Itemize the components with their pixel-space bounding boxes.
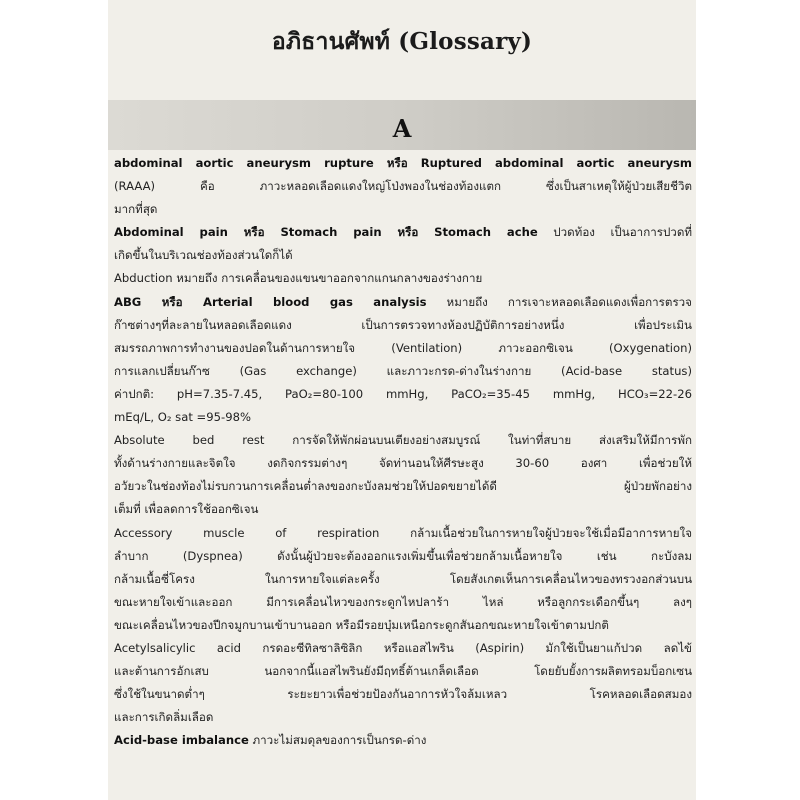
glossary-line (114, 637, 692, 660)
glossary-definition: มากที่สุด (114, 202, 158, 217)
glossary-definition: Absolute bed rest การจัดให้พักผ่อนบนเตียงอย่างสมบูรณ์ ในท่าที่สบาย ส่งเสริมให้มีการพัก (114, 433, 692, 448)
glossary-line (114, 198, 692, 221)
glossary-line (114, 360, 692, 383)
glossary-definition: ทั้งด้านร่างกายและจิตใจ งดกิจกรรมต่างๆ จัดท่านอนให้ศีรษะสูง 30-60 องศา เพื่อช่วยให้ (114, 456, 692, 471)
glossary-line (114, 614, 692, 637)
glossary-definition: ขณะเคลื่อนไหวของปีกจมูกบานเข้าบานออก หรือมีรอยบุ๋มเหนือกระดูกสันอกขณะหายใจเข้าตามปกติ (114, 617, 609, 632)
glossary-line (114, 291, 692, 314)
glossary-term: Acid-base imbalance (114, 733, 249, 748)
glossary-definition: และต้านการอักเสบ นอกจากนี้แอสไพรินยังมีฤทธิ์ต้านเกล็ดเลือด โดยยับยั้งการผลิตทรอมบ็อกเซน (114, 664, 692, 679)
glossary-line (114, 522, 692, 545)
glossary-definition: Abduction หมายถึง การเคลื่อนของแขนขาออกจากแกนกลางของร่างกาย (114, 271, 483, 286)
book-page (108, 0, 696, 800)
glossary-definition: และการเกิดลิ่มเลือด (114, 710, 214, 725)
glossary-definition: สมรรถภาพการทำงานของปอดในด้านการหายใจ (Ventilation) ภาวะออกซิเจน (Oxygenation) (114, 340, 692, 355)
glossary-line (114, 383, 692, 406)
glossary-line (114, 152, 692, 175)
glossary-definition: ภาวะไม่สมดุลของการเป็นกรด-ด่าง (248, 733, 427, 748)
glossary-definition: การแลกเปลี่ยนก๊าซ (Gas exchange) และภาวะกรด-ด่างในร่างกาย (Acid-base status) (114, 363, 692, 378)
glossary-term: Abdominal pain หรือ Stomach pain หรือ Stomach ache (114, 225, 538, 240)
glossary-definition: เต็มที่ เพื่อลดการใช้ออกซิเจน (114, 502, 259, 517)
glossary-line (114, 729, 692, 752)
glossary-line (114, 337, 692, 360)
glossary-definition: หมายถึง การเจาะหลอดเลือดแดงเพื่อการตรวจ (426, 294, 692, 309)
glossary-definition: ลำบาก (Dyspnea) ดังนั้นผู้ป่วยจะต้องออกแรงเพิ่มขึ้นเพื่อช่วยกล้ามเนื้อหายใจ เช่น กะบังลม (114, 548, 692, 563)
glossary-line (114, 221, 692, 244)
glossary-term: ABG หรือ Arterial blood gas analysis (114, 294, 427, 309)
glossary-line (114, 591, 692, 614)
glossary-line (114, 244, 692, 267)
glossary-definition: กล้ามเนื้อซี่โครง ในการหายใจแต่ละครั้ง โดยสังเกตเห็นการเคลื่อนไหวของทรวงอกส่วนบน (114, 571, 692, 586)
section-letter: A (392, 114, 412, 143)
glossary-line (114, 452, 692, 475)
glossary-definition: ค่าปกติ: pH=7.35-7.45, PaO₂=80-100 mmHg, PaCO₂=35-45 mmHg, HCO₃=22-26 (114, 386, 692, 401)
glossary-line (114, 314, 692, 337)
glossary-definition: ขณะหายใจเข้าและออก มีการเคลื่อนไหวของกระดูกไหปลาร้า ไหล่ หรือลูกกระเดือกขึ้นๆ ลงๆ (114, 594, 692, 609)
glossary-line (114, 660, 692, 683)
glossary-line (114, 706, 692, 729)
glossary-definition: ซึ่งใช้ในขนาดต่ำๆ ระยะยาวเพื่อช่วยป้องกันอาการหัวใจล้มเหลว โรคหลอดเลือดสมอง (114, 687, 692, 702)
glossary-definition: ปวดท้อง เป็นอาการปวดที่ (537, 225, 692, 240)
glossary-term: abdominal aortic aneurysm rupture หรือ Ruptured abdominal aortic aneurysm (114, 156, 692, 170)
glossary-line (114, 475, 692, 498)
glossary-entries (114, 152, 692, 752)
glossary-line (114, 267, 692, 290)
glossary-line (114, 545, 692, 568)
page-title: อภิธานศัพท์ (Glossary) (271, 28, 533, 55)
glossary-definition: (RAAA) คือ ภาวะหลอดเลือดแดงใหญ่โป่งพองในช่องท้องแตก ซึ่งเป็นสาเหตุให้ผู้ป่วยเสียชีวิต (114, 179, 692, 194)
glossary-line (114, 175, 692, 198)
glossary-line (114, 498, 692, 521)
glossary-line (114, 429, 692, 452)
glossary-line (114, 406, 692, 429)
glossary-definition: Acetylsalicylic acid กรดอะซีทิลซาลิซิลิก หรือแอสไพริน (Aspirin) มักใช้เป็นยาแก้ปวด ลดไข้ (114, 640, 692, 655)
glossary-definition: ก๊าซต่างๆที่ละลายในหลอดเลือดแดง เป็นการตรวจทางห้องปฏิบัติการอย่างหนึ่ง เพื่อประเมิน (114, 317, 692, 332)
glossary-definition: Accessory muscle of respiration กล้ามเนื้อช่วยในการหายใจผู้ป่วยจะใช้เมื่อมีอาการหายใจ (114, 525, 692, 540)
glossary-line (114, 683, 692, 706)
glossary-definition: mEq/L, O₂ sat =95-98% (114, 410, 251, 425)
glossary-definition: เกิดขึ้นในบริเวณช่องท้องส่วนใดก็ได้ (114, 248, 293, 263)
glossary-definition: อวัยวะในช่องท้องไม่รบกวนการเคลื่อนต่ำลงของกะบังลมช่วยให้ปอดขยายได้ดี ผู้ป่วยพักอย่าง (114, 479, 692, 494)
glossary-line (114, 568, 692, 591)
